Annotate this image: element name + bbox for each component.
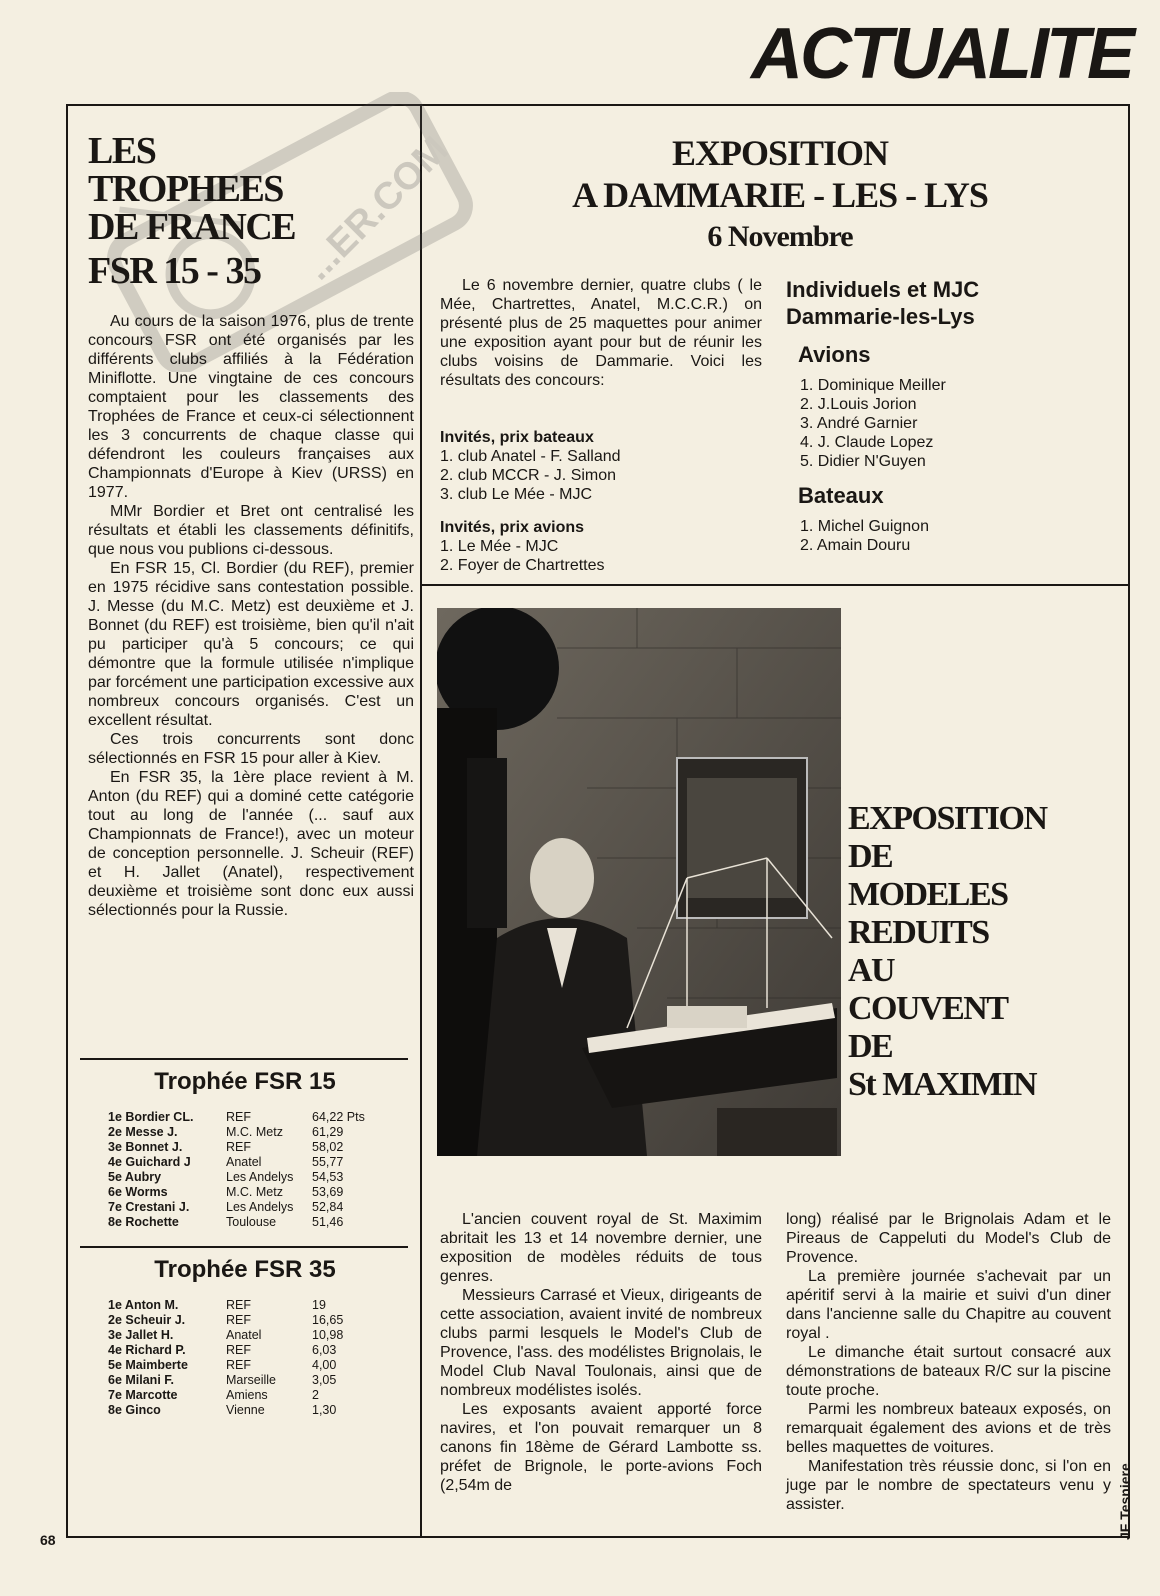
points-cell: 16,65 bbox=[312, 1313, 344, 1327]
expo-maximin-title bbox=[848, 800, 1128, 1104]
points-cell: 53,69 bbox=[312, 1185, 344, 1199]
bateaux-heading: Bateaux bbox=[798, 483, 884, 508]
list-item: 2. club MCCR - J. Simon bbox=[440, 467, 617, 484]
trophy35-title: Trophée FSR 35 bbox=[154, 1256, 336, 1283]
club-cell: Vienne bbox=[226, 1403, 265, 1417]
rank-cell: 5e Maimberte bbox=[108, 1358, 188, 1372]
club-cell: Anatel bbox=[226, 1328, 262, 1342]
points-cell: 51,46 bbox=[312, 1215, 344, 1229]
title-line: 6 Novembre bbox=[707, 220, 853, 253]
title-line: DE FRANCE bbox=[88, 206, 296, 248]
club-cell: Les Andelys bbox=[226, 1170, 294, 1184]
rank-cell: 2e Messe J. bbox=[108, 1125, 178, 1139]
avions-heading: Avions bbox=[798, 342, 871, 367]
invites-bateaux-heading: Invités, prix bateaux bbox=[440, 429, 594, 446]
rank-cell: 5e Aubry bbox=[108, 1170, 162, 1184]
paragraph: Les exposants avaient apporté force navires, et l'on pouvait remarquer un 8 canons fin 18ème de Gérard Lambotte ss. préfet de Brignole, le porte-avions Foch (2,54m de bbox=[440, 1401, 762, 1494]
club-cell: Les Andelys bbox=[226, 1200, 294, 1214]
list-item: 2. Foyer de Chartrettes bbox=[440, 557, 605, 574]
paragraph: long) réalisé par le Brignolais Adam et le Pireaus de Cappeluti du Model's Club de Provence. bbox=[786, 1211, 1111, 1266]
rank-cell: 3e Bonnet J. bbox=[108, 1140, 183, 1154]
points-cell: 58,02 bbox=[312, 1140, 344, 1154]
points-cell: 4,00 bbox=[312, 1358, 337, 1372]
paragraph: Manifestation très réussie donc, si l'on en juge par le nombre de spectateurs venu y assister. bbox=[786, 1458, 1111, 1513]
club-cell: M.C. Metz bbox=[226, 1185, 283, 1199]
rank-cell: 7e Marcotte bbox=[108, 1388, 178, 1402]
list-item: 2. J.Louis Jorion bbox=[800, 396, 917, 413]
list-item: 2. Amain Douru bbox=[800, 537, 911, 554]
table-row bbox=[108, 1155, 422, 1170]
list-item: 1. club Anatel - F. Salland bbox=[440, 448, 621, 465]
title-line: A DAMMARIE - LES - LYS bbox=[572, 175, 988, 215]
club-cell: REF bbox=[226, 1343, 251, 1357]
title-line: St MAXIMIN bbox=[848, 1066, 1037, 1103]
rank-cell: 4e Richard P. bbox=[108, 1343, 186, 1357]
title-line: TROPHEES bbox=[88, 168, 283, 210]
table-row bbox=[108, 1343, 422, 1358]
rank-cell: 6e Milani F. bbox=[108, 1373, 174, 1387]
club-cell: Amiens bbox=[226, 1388, 268, 1402]
points-cell: 64,22 Pts bbox=[312, 1110, 365, 1124]
table-row bbox=[108, 1358, 422, 1373]
trophy15-divider bbox=[80, 1058, 408, 1060]
rank-cell: 4e Guichard J bbox=[108, 1155, 191, 1169]
list-item: 1. Dominique Meiller bbox=[800, 377, 946, 394]
rank-cell: 3e Jallet H. bbox=[108, 1328, 174, 1342]
paragraph: Le dimanche était surtout consacré aux démonstrations de bateaux R/C sur la piscine toute proche. bbox=[786, 1344, 1111, 1399]
list-item: 1. Le Mée - MJC bbox=[440, 538, 559, 555]
list-item: 4. J. Claude Lopez bbox=[800, 434, 934, 451]
paragraph: MMr Bordier et Bret ont centralisé les résultats et établi les classements définitifs, que nous vou publions ci-dessous. bbox=[88, 503, 414, 558]
table-row bbox=[108, 1140, 422, 1155]
individuels-heading: Individuels et MJC bbox=[786, 277, 980, 302]
club-cell: REF bbox=[226, 1140, 251, 1154]
title-line: EXPOSITION bbox=[848, 800, 1047, 837]
table-row bbox=[108, 1170, 422, 1185]
individuels-results bbox=[786, 276, 1126, 555]
section-title: ACTUALITE bbox=[751, 14, 1132, 94]
title-line: COUVENT bbox=[848, 990, 1008, 1027]
rank-cell: 6e Worms bbox=[108, 1185, 168, 1199]
table-row bbox=[108, 1185, 422, 1200]
points-cell: 10,98 bbox=[312, 1328, 344, 1342]
club-cell: REF bbox=[226, 1313, 251, 1327]
table-row bbox=[108, 1215, 422, 1230]
club-cell: REF bbox=[226, 1358, 251, 1372]
rank-cell: 1e Anton M. bbox=[108, 1298, 179, 1312]
paragraph: Parmi les nombreux bateaux exposés, on remarquait également des avions et de très belles maquettes de voitures. bbox=[786, 1401, 1111, 1456]
left-rule bbox=[66, 104, 68, 1538]
expo-dammarie-title bbox=[430, 132, 1130, 258]
invites-results bbox=[440, 428, 770, 575]
paragraph: L'ancien couvent royal de St. Maximim abritait les 13 et 14 novembre dernier, une exposition de modèles réduits de tous genres. bbox=[440, 1211, 762, 1285]
points-cell: 2 bbox=[312, 1388, 319, 1402]
title-line: DE bbox=[848, 838, 893, 875]
points-cell: 52,84 bbox=[312, 1200, 344, 1214]
left-article-body bbox=[88, 312, 414, 920]
club-cell: REF bbox=[226, 1298, 251, 1312]
table-row bbox=[108, 1403, 422, 1418]
rank-cell: 2e Scheuir J. bbox=[108, 1313, 186, 1327]
paragraph: En FSR 35, la 1ère place revient à M. Anton (du REF) qui a dominé cette catégorie tout au long de l'année (... sauf aux Championnats de France!), avec un moteur de conception personnelle. J. Scheuir (REF) et H. Jallet (Anatel), respectivement deuxième et troisième sont donc eux aussi sélectionnés pour la Russie. bbox=[88, 769, 414, 919]
title-line: AU bbox=[848, 952, 895, 989]
list-item: 3. club Le Mée - MJC bbox=[440, 486, 593, 503]
rank-cell: 1e Bordier CL. bbox=[108, 1110, 194, 1124]
exhibition-photo bbox=[437, 608, 841, 1156]
club-cell: Anatel bbox=[226, 1155, 262, 1169]
table-row bbox=[108, 1125, 422, 1140]
svg-text:...ER.COM: ...ER.COM bbox=[296, 128, 457, 289]
title-line: FSR 15 - 35 bbox=[88, 250, 261, 292]
trophy15-title: Trophée FSR 15 bbox=[154, 1068, 336, 1095]
rank-cell: 8e Rochette bbox=[108, 1215, 179, 1229]
maximin-column-1 bbox=[440, 1210, 762, 1495]
trophy35-table bbox=[108, 1298, 422, 1418]
title-line: MODELES bbox=[848, 876, 1008, 913]
individuels-heading: Dammarie-les-Lys bbox=[786, 304, 975, 329]
table-row bbox=[108, 1200, 422, 1215]
paragraph: Messieurs Carrasé et Vieux, dirigeants de cette association, avaient invité de nombreux clubs parmi lesquels le Model's Club de Provence, l'ass. des modélistes Brignolais, le Model Club Naval Toulonais, ainsi que de nombreux modélistes isolés. bbox=[440, 1287, 762, 1399]
title-line: EXPOSITION bbox=[671, 133, 889, 173]
title-line: DE bbox=[848, 1028, 893, 1065]
paragraph: La première journée s'achevait par un apéritif servi à la mairie et suivi d'un diner dans l'ancienne salle du Chapitre au couvent royal . bbox=[786, 1268, 1111, 1342]
title-line: REDUITS bbox=[848, 914, 989, 951]
invites-avions-heading: Invités, prix avions bbox=[440, 519, 585, 536]
points-cell: 55,77 bbox=[312, 1155, 344, 1169]
table-row bbox=[108, 1313, 422, 1328]
points-cell: 6,03 bbox=[312, 1343, 337, 1357]
trophy15-table bbox=[108, 1110, 422, 1230]
maximin-column-2 bbox=[786, 1210, 1111, 1514]
left-article-title bbox=[88, 132, 418, 290]
table-row bbox=[108, 1110, 422, 1125]
club-cell: Marseille bbox=[226, 1373, 277, 1387]
table-row bbox=[108, 1388, 422, 1403]
paragraph: Ces trois concurrents sont donc sélectionnés en FSR 15 pour aller à Kiev. bbox=[88, 731, 414, 767]
list-item: 5. Didier N'Guyen bbox=[800, 453, 926, 470]
right-rule bbox=[1128, 104, 1130, 1538]
page-number: 68 bbox=[40, 1532, 56, 1548]
club-cell: M.C. Metz bbox=[226, 1125, 283, 1139]
points-cell: 54,53 bbox=[312, 1170, 344, 1184]
points-cell: 19 bbox=[312, 1298, 326, 1312]
bottom-rule bbox=[66, 1536, 1130, 1538]
title-line: LES bbox=[88, 130, 156, 172]
expo-divider bbox=[420, 584, 1130, 586]
table-row bbox=[108, 1373, 422, 1388]
list-item: 1. Michel Guignon bbox=[800, 518, 929, 535]
table-row bbox=[108, 1328, 422, 1343]
photo-credit: JF Tesniere bbox=[1117, 1463, 1133, 1540]
points-cell: 1,30 bbox=[312, 1403, 337, 1417]
points-cell: 61,29 bbox=[312, 1125, 344, 1139]
table-row bbox=[108, 1298, 422, 1313]
list-item: 3. André Garnier bbox=[800, 415, 918, 432]
paragraph: Au cours de la saison 1976, plus de trente concours FSR ont été organisés par les différents clubs affiliés à la Fédération Miniflotte. Une vingtaine de ces concours comptaient pour les classements des Trophées de France et ceux-ci sélectionnent les 3 concurrents de chaque classe qui défendront les couleurs françaises aux Championnats d'Europe à Kiev (URSS) en 1977. bbox=[88, 313, 414, 501]
trophy35-divider bbox=[80, 1246, 408, 1248]
points-cell: 3,05 bbox=[312, 1373, 337, 1387]
club-cell: Toulouse bbox=[226, 1215, 277, 1229]
expo-intro bbox=[440, 276, 762, 390]
rank-cell: 7e Crestani J. bbox=[108, 1200, 190, 1214]
paragraph: En FSR 15, Cl. Bordier (du REF), premier en 1975 récidive sans contestation possible. J. Messe (du M.C. Metz) est deuxième et J. Bonnet (du REF) est troisième, bien qu'il n'ait pu participer qu'à 5 concours; ce qui démontre que la formule utilisée n'implique par forcément une participation excessive aux nombreux concours organisés. C'est un excellent résultat. bbox=[88, 560, 414, 729]
club-cell: REF bbox=[226, 1110, 251, 1124]
paragraph: Le 6 novembre dernier, quatre clubs ( le Mée, Chartrettes, Anatel, M.C.C.R.) on présenté plus de 25 maquettes pour animer une exposition ayant pour but de réunir les clubs voisins de Dammarie. Voici les résultats des concours: bbox=[440, 277, 762, 389]
rank-cell: 8e Ginco bbox=[108, 1403, 161, 1417]
